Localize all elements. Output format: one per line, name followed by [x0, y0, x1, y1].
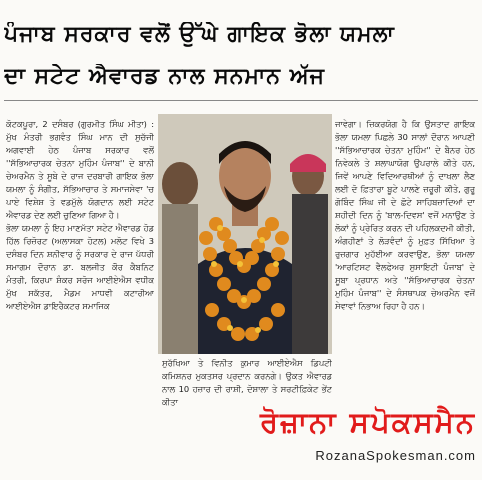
headline-line-1: ਪੰਜਾਬ ਸਰਕਾਰ ਵਲੋਂ ਉੱਘੇ ਗਾਇਕ ਭੋਲਾ ਯਮਲਾ — [4, 22, 395, 47]
headline-divider — [4, 100, 478, 101]
headline-line-2: ਦਾ ਸਟੇਟ ਐਵਾਰਡ ਨਾਲ ਸਨਮਾਨ ਅੱਜ — [4, 64, 325, 89]
article-column-left: ਕੋਟਕਪੂਰਾ, 2 ਦਸੰਬਰ (ਗੁਰਮੀਤ ਸਿੰਘ ਮੀਤਾ) : ਮੁੱਖ ਮੰਤਰੀ ਭਗਵੰਤ ਸਿੰਘ ਮਾਨ ਦੀ ਸੁਚੱਜੀ ਅਗਵਾਈ ਹੇਠ ਪੰਜਾਬ ਸਰਕਾਰ ਵਲੋਂ ''ਸੱਭਿਆਚਾਰਕ ਚੇਤਨਾ ਮੁਹਿੰਮ ਪੰਜਾਬ'' ਦੇ ਬਾਨੀ ਚੇਅਰਮੈਨ ਤੇ ਸੂਬੇ ਦੇ ਰਾਜ ਦਰਬਾਰੀ ਗਾਇਕ ਭੋਲਾ ਯਮਲਾ ਨੂੰ ਸੰਗੀਤ, ਸੱਭਿਆਚਾਰ ਤੇ ਸਮਾਜਸੇਵਾ 'ਚ ਪਾਏ ਵਿਸ਼ੇਸ਼ ਤੇ ਵਡਮੁੱਲੇ ਯੋਗਦਾਨ ਲਈ ਸਟੇਟ ਐਵਾਰਡ ਦੇਣ ਲਈ ਚੁਣਿਆ ਗਿਆ ਹੈ। ਭੋਲਾ ਯਮਲਾ ਨੂੰ ਇਹ ਮਾਣਮੱਤਾ ਸਟੇਟ ਐਵਾਰਡ ਹੋਡ ਹਿੱਲ ਰਿਜ਼ੋਰਟ (ਅਲਾਸਕਾ ਹੋਟਲ) ਮਲੋਟ ਵਿਖੇ 3 ਦਸੰਬਰ ਦਿਨ ਸ਼ਨੀਵਾਰ ਨੂੰ ਸਰਕਾਰ ਦੇ ਰਾਜ ਪੱਧਰੀ ਸਮਾਗਮ ਦੌਰਾਨ ਡਾ. ਬਲਜੀਤ ਕੌਰ ਕੈਬਨਿਟ ਮੰਤਰੀ, ਕਿਰਪਾ ਸ਼ੰਕਰ ਸਰੋਜ ਆਈਏਐਸ ਵਧੀਕ ਮੁੱਖ ਸਕੱਤਰ, ਮੈਡਮ ਮਾਧਵੀ ਕਟਾਰੀਆ ਆਈਏਐਸ ਡਾਇਰੈਕਟਰ ਸਮਾਜਿਕ — [6, 119, 154, 311]
article-column-bottom: ਸੁਰੱਖਿਆ ਤੇ ਵਿਨੀਤ ਕੁਮਾਰ ਆਈਏਐਸ ਡਿਪਟੀ ਕਮਿਸ਼ਨਰ ਮੁਕਤਸਰ ਪ੍ਰਦਾਨ ਕਰਨਗੇ। ਉਕਤ ਐਵਾਰਡ ਨਾਲ 10 ਹਜ਼ਾਰ ਦੀ ਰਾਸ਼ੀ, ਦੋਸ਼ਾਲਾ ਤੇ ਸਰਟੀਫ਼ਿਕੇਟ ਭੇਂਟ ਕੀਤਾ — [162, 358, 332, 407]
brand-website: RozanaSpokesman.com — [315, 448, 476, 463]
portrait-with-garlands-icon — [158, 114, 332, 354]
brand-logo-text: ਰੋਜ਼ਾਨਾ ਸਪੋਕਸਮੈਨ — [259, 405, 476, 439]
article-column-right: ਜਾਵੇਗਾ। ਜ਼ਿਕਰਯੋਗ ਹੈ ਕਿ ਉਸਤਾਦ ਗਾਇਕ ਭੋਲਾ ਯਮਲਾ ਪਿਛਲੇ 30 ਸਾਲਾਂ ਦੌਰਾਨ ਆਪਣੀ ''ਸੱਭਿਆਚਾਰਕ ਚੇਤਨਾ ਮੁਹਿੰਮ'' ਦੇ ਬੈਨਰ ਹੇਠ ਨਿਵੇਕਲੇ ਤੇ ਸ਼ਲਾਘਾਯੋਗ ਉਪਰਾਲੇ ਕੀਤੇ ਹਨ, ਜਿਵੇਂ ਆਪਣੇ ਵਿਦਿਆਰਥੀਆਂ ਨੂੰ ਦਾਖਲਾ ਲੈਣ ਲਈ ਦੋ ਫ਼ਿਤਾਰਾ ਬੂਟੇ ਪਾਲਣੇ ਜ਼ਰੂਰੀ ਕੀਤੇ, ਗੁਰੂ ਗੋਬਿੰਦ ਸਿੰਘ ਜੀ ਦੇ ਛੋਟੇ ਸਾਹਿਬਜ਼ਾਦਿਆਂ ਦਾ ਸ਼ਹੀਦੀ ਦਿਨ ਨੂੰ 'ਬਾਲ-ਦਿਵਸ' ਵਜੋਂ ਮਨਾਉਣ ਤੇ ਲੋਕਾਂ ਨੂੰ ਪ੍ਰੇਰਿਤ ਕਰਨ ਦੀ ਪਹਿਲਕਦਮੀ ਕੀਤੀ, ਅੰਗਹੀਣਾਂ ਤੇ ਲੋੜਵੰਦਾਂ ਨੂੰ ਮੁਫ਼ਤ ਸਿੱਖਿਆ ਤੇ ਰੁਜ਼ਗਾਰ ਮੁਹੱਈਆ ਕਰਵਾਉਣ, ਭੋਲਾ ਯਮਲਾ 'ਆਰਟਿਸਟ ਵੈਲਫੇਅਰ ਸੁਸਾਇਟੀ ਪੰਜਾਬ' ਦੇ ਸੂਬਾ ਪ੍ਰਧਾਨ ਅਤੇ ''ਸੱਭਿਆਚਾਰਕ ਚੇਤਨਾ ਮੁਹਿੰਮ ਪੰਜਾਬ'' ਦੇ ਸੰਸਥਾਪਕ ਚੇਅਰਮੈਨ ਵਜੋਂ ਸੇਵਾਵਾਂ ਨਿਭਾਅ ਰਿਹਾ ਹੈ ਹਨ। — [335, 119, 475, 311]
article-photo — [158, 114, 332, 354]
